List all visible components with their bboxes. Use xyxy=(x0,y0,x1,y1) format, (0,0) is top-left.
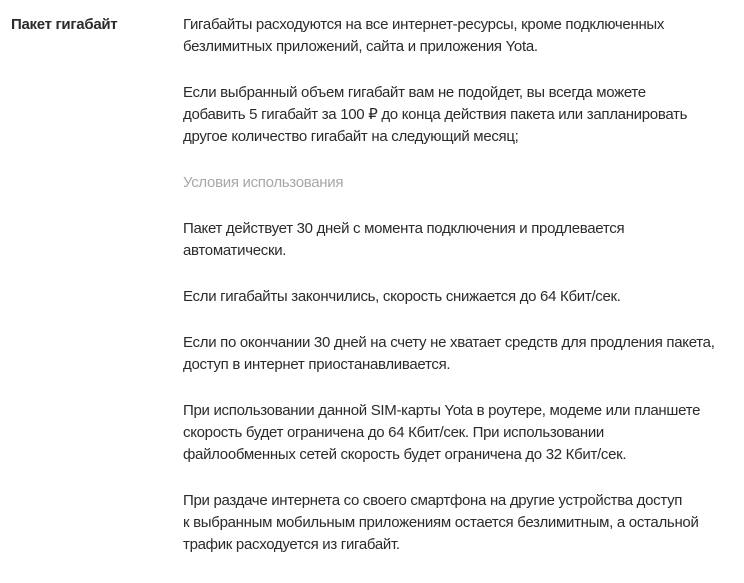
add-gigabytes-paragraph: Если выбранный объем гигабайт вам не подойдет, вы всегда можете добавить 5 гигабайт за 100 ₽ до конца действия пакета или запланировать другое количество гигабайт на следующий месяц; xyxy=(183,84,688,145)
insufficient-funds-paragraph: Если по окончании 30 дней на счету не хватает средств для продления пакета, доступ в интернет приостанавливается. xyxy=(183,334,715,373)
usage-terms-subheading: Условия использования xyxy=(183,174,344,191)
section-content-column xyxy=(183,14,744,556)
section-label-column xyxy=(0,14,183,36)
device-speed-limit-paragraph: При использовании данной SIM-карты Yota в роутере, модеме или планшете скорость будет ограничена до 64 Кбит/сек. При использовании файлообменных сетей скорость будет ограничена до 32 Кбит/сек. xyxy=(183,402,701,463)
speed-reduction-paragraph: Если гигабайты закончились, скорость снижается до 64 Кбит/сек. xyxy=(183,288,621,305)
section-title: Пакет гигабайт xyxy=(11,16,118,33)
tethering-paragraph: При раздаче интернета со своего смартфона на другие устройства доступ к выбранным мобильным приложениям остается безлимитным, а остальной трафик расходуется из гигабайт. xyxy=(183,492,699,553)
package-duration-paragraph: Пакет действует 30 дней с момента подключения и продлевается автоматически. xyxy=(183,220,625,259)
package-description-paragraph: Гигабайты расходуются на все интернет-ресурсы, кроме подключенных безлимитных приложений, сайта и приложения Yota. xyxy=(183,16,665,55)
